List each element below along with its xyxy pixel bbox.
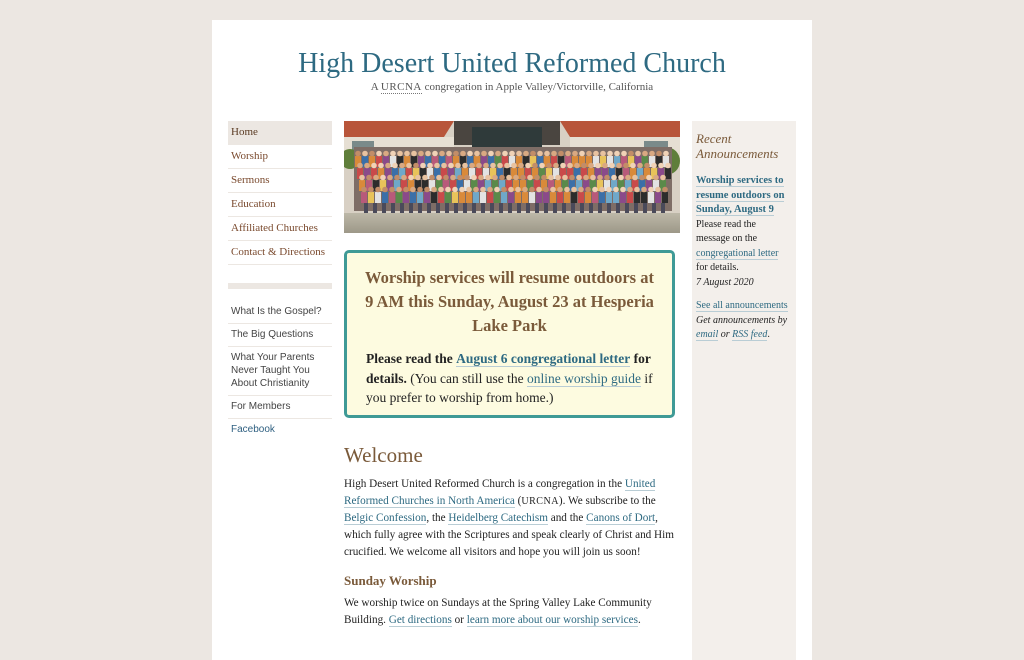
email-link[interactable]: email (696, 329, 719, 340)
nav-education[interactable]: Education (228, 193, 332, 217)
announcement-summary (696, 218, 792, 276)
notice-text-please-read: Please read the (366, 351, 453, 366)
urcna-link[interactable]: United Reformed Churches in North America (344, 478, 656, 507)
notice-text-for-details: for details. (366, 351, 651, 386)
welcome-text-1: High Desert United Reformed Church is a congregation in the (344, 478, 623, 490)
notice-headline: Worship services will resume outdoors at 9 AM this Sunday, August 23 at Hesperia Lake Park (365, 268, 654, 335)
learn-more-worship-link[interactable]: learn more about our worship services (466, 614, 638, 626)
congregation-photo-graphic (344, 121, 680, 233)
get-announcements-text: Get announcements by (696, 314, 788, 326)
welcome-text-3: ). We subscribe to the (558, 495, 656, 507)
sunday-worship-paragraph (344, 595, 684, 629)
congregation-photo (344, 121, 680, 233)
page-container (212, 20, 812, 660)
notice-body (366, 349, 658, 408)
urcna-abbreviation[interactable]: URCNA (380, 81, 422, 93)
announcement-letter-link[interactable]: congregational letter (696, 247, 779, 259)
sunday-text-1: We worship twice on Sundays at the Spring Valley Lake Community Building. (344, 597, 652, 626)
notice-text-from-home: if you prefer to worship from home.) (366, 370, 653, 405)
heidelberg-catechism-link[interactable]: Heidelberg Catechism (448, 512, 548, 524)
welcome-paragraph (344, 476, 684, 561)
nav-worship[interactable]: Worship (228, 145, 332, 169)
announcement-text-2: for details. (696, 262, 739, 273)
welcome-abbr: URCNA (521, 496, 559, 507)
announcement-title[interactable]: Worship services to resume outdoors on Sunday, August 9 (696, 175, 785, 215)
sunday-worship-heading: Sunday Worship (344, 573, 437, 588)
get-directions-link[interactable]: Get directions (388, 614, 452, 626)
main-navigation (228, 121, 332, 441)
nav-big-questions[interactable]: The Big Questions (228, 324, 332, 347)
welcome-text-4: , the (426, 512, 446, 524)
sunday-text-2: or (454, 614, 464, 626)
announcement-title-link[interactable] (696, 174, 792, 218)
announcement-date: 7 August 2020 (696, 276, 754, 288)
welcome-text-2: ( (517, 495, 522, 507)
welcome-text-5: and the (550, 512, 584, 524)
see-all-announcements-link[interactable]: See all announcements (696, 300, 788, 311)
sunday-text-3: . (637, 614, 641, 626)
tagline-prefix: A (370, 81, 379, 93)
congregational-letter-link[interactable]: August 6 congregational letter (456, 351, 631, 366)
nav-what-your-parents-never-taught[interactable]: What Your Parents Never Taught You About Christianity (228, 347, 332, 396)
welcome-text-6: , which fully agree with the Scriptures and speak clearly of Christ and Him crucified. We welcome all visitors and hope you will join us soon! (344, 512, 674, 558)
nav-for-members[interactable]: For Members (228, 396, 332, 419)
tagline-suffix: congregation in Apple Valley/Victorville, California (424, 81, 654, 93)
nav-affiliated-churches[interactable]: Affiliated Churches (228, 217, 332, 241)
notice-text-still-use: (You can still use the (410, 370, 524, 386)
canons-of-dort-link[interactable]: Canons of Dort (586, 512, 656, 524)
nav-what-is-the-gospel[interactable]: What Is the Gospel? (228, 301, 332, 324)
announcements-heading: Recent Announcements (696, 131, 779, 161)
rss-feed-link[interactable]: RSS feed (732, 329, 768, 340)
announcements-sidebar (692, 121, 796, 660)
or-text: or (720, 329, 730, 340)
site-title[interactable]: High Desert United Reformed Church (298, 48, 726, 79)
site-tagline (212, 81, 812, 93)
announcement-text-1: Please read the message on the (696, 218, 758, 244)
announcement-notice (344, 250, 675, 418)
nav-facebook[interactable]: Facebook (231, 424, 275, 435)
online-worship-guide-link[interactable]: online worship guide (527, 370, 642, 386)
announcements-footer (696, 299, 792, 343)
welcome-heading: Welcome (344, 443, 423, 467)
period-text: . (767, 329, 770, 340)
belgic-confession-link[interactable]: Belgic Confession (344, 512, 427, 524)
nav-divider (228, 283, 332, 289)
nav-contact-directions[interactable]: Contact & Directions (228, 241, 332, 265)
nav-sermons[interactable]: Sermons (228, 169, 332, 193)
nav-home[interactable]: Home (228, 121, 332, 145)
